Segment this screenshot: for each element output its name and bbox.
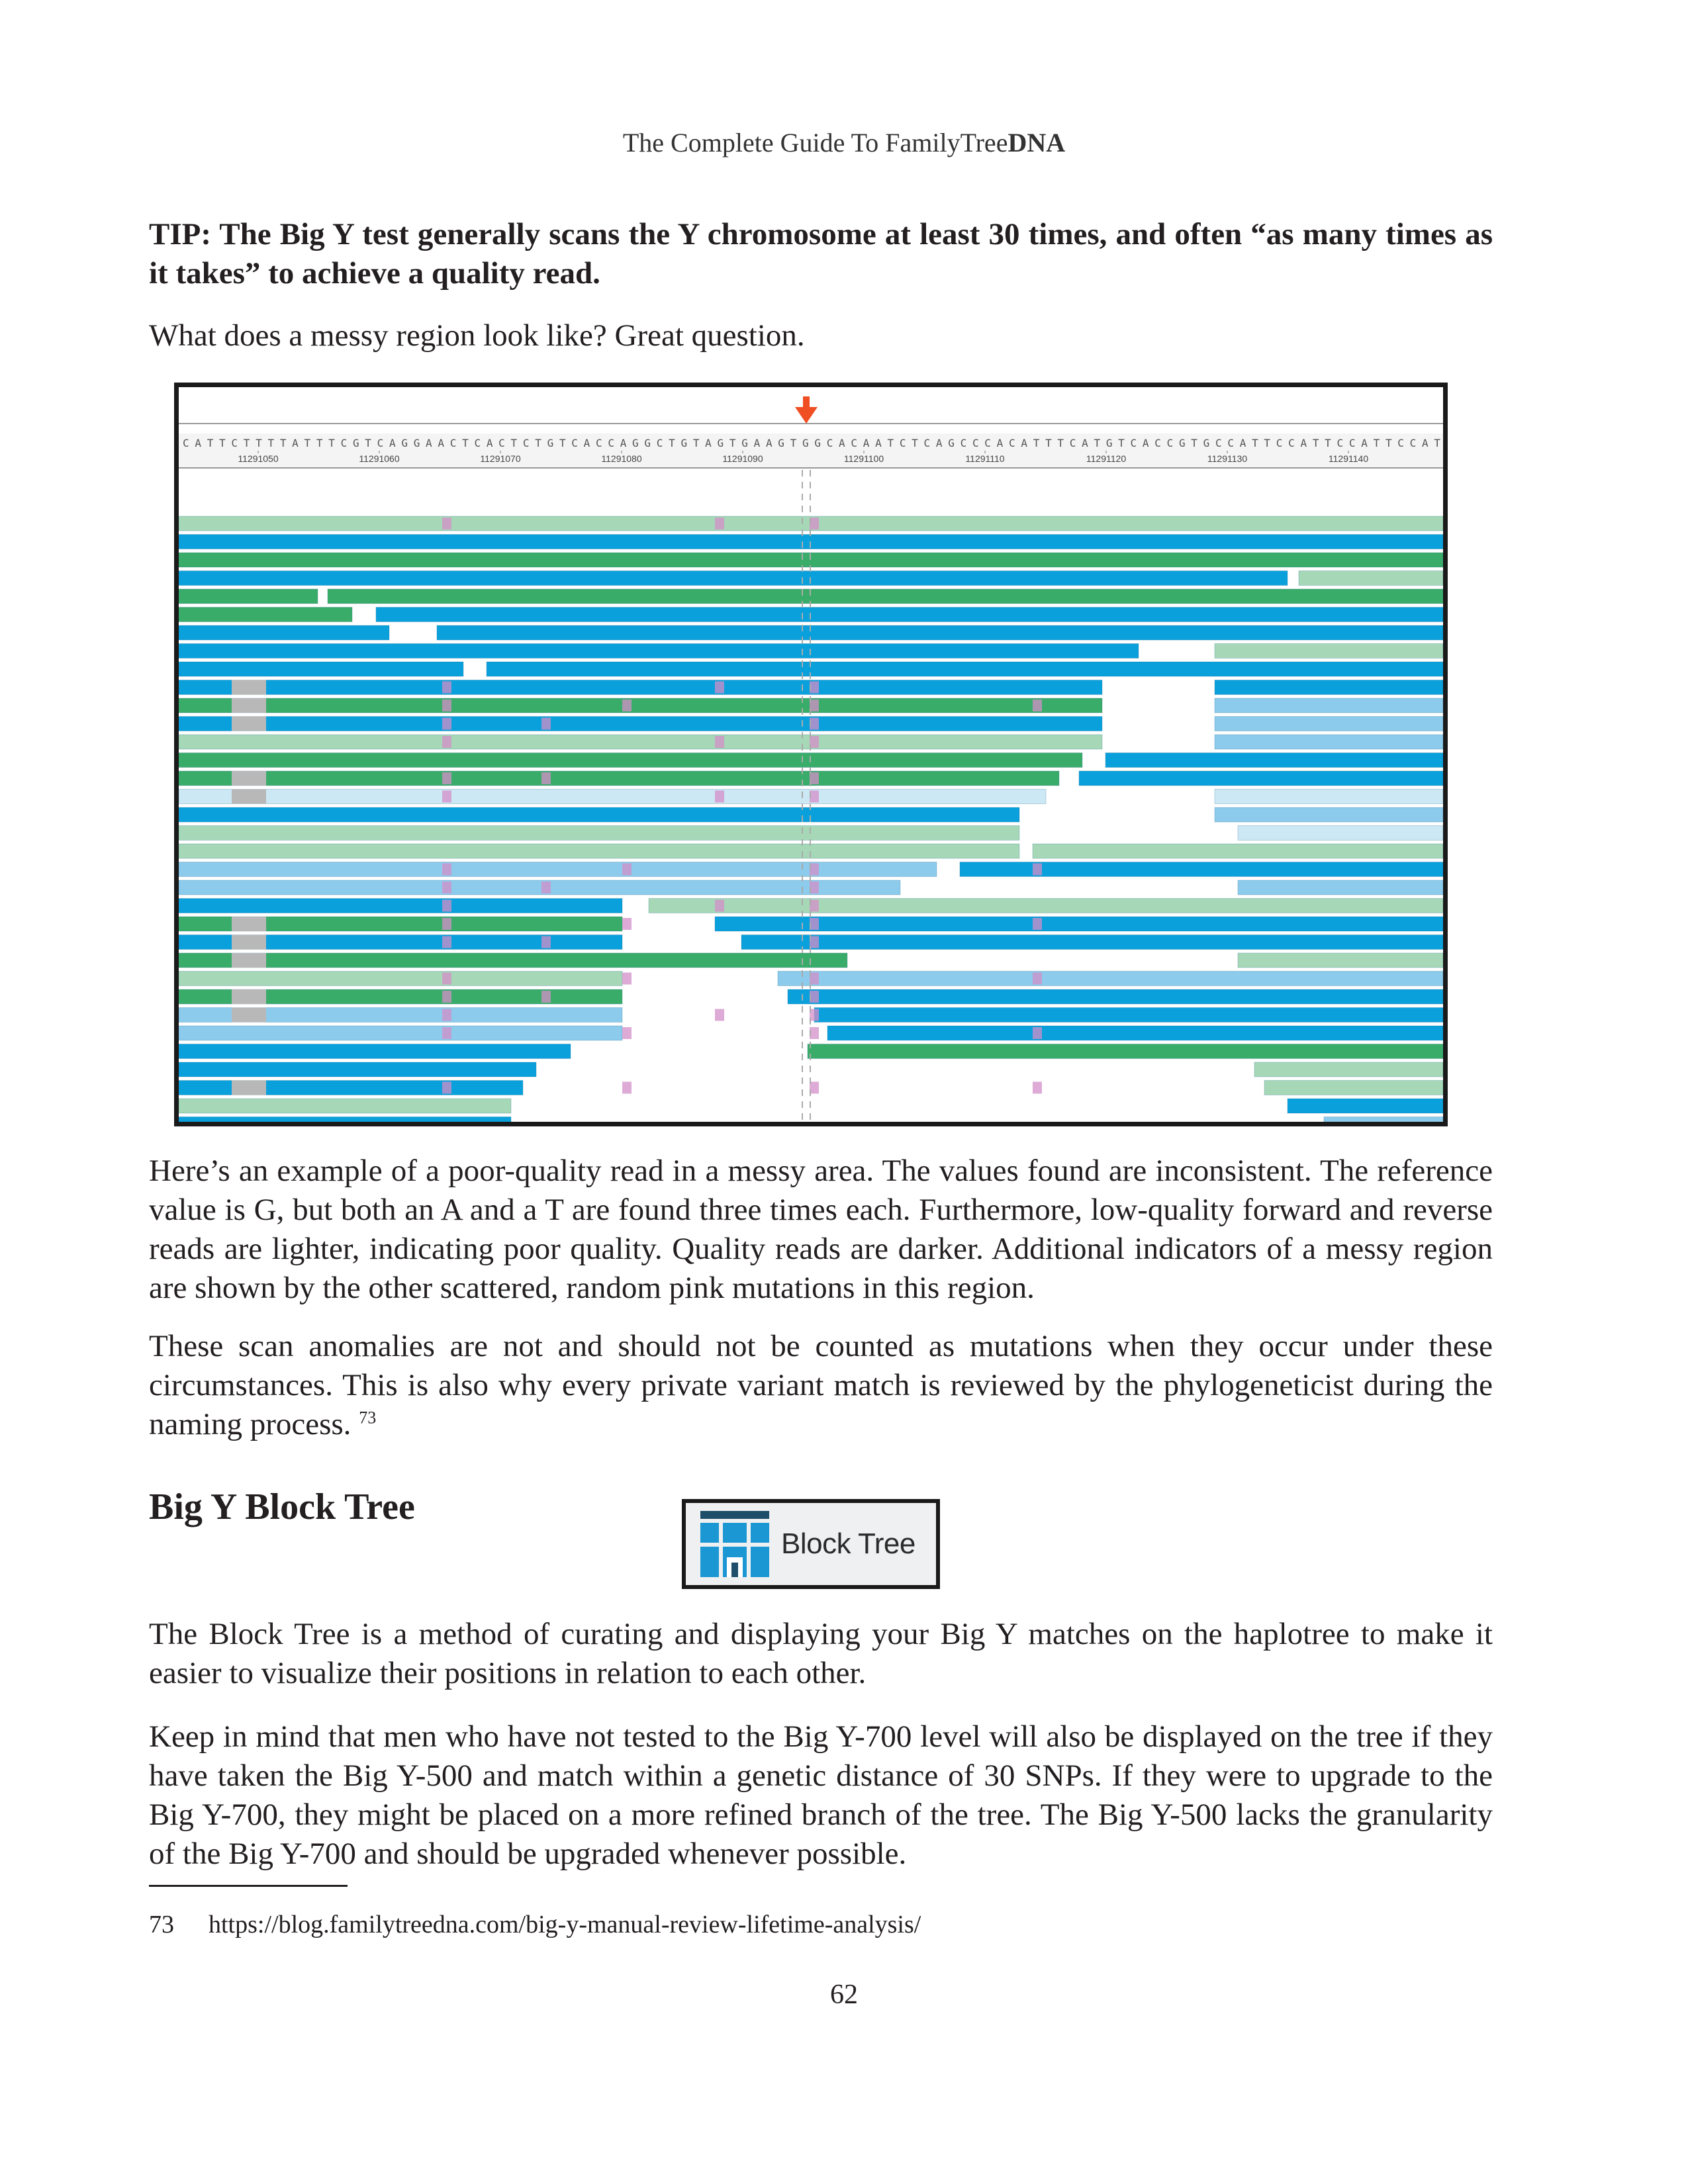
read-bar (1215, 644, 1443, 659)
read-bar (179, 972, 622, 986)
mutation-mark (810, 718, 819, 730)
masked-block (232, 1008, 266, 1023)
mutation-mark (810, 882, 819, 893)
position-label: 11291050 (238, 453, 279, 464)
read-bar (1033, 844, 1443, 858)
read-bar (179, 735, 1102, 749)
mutation-mark (442, 936, 451, 948)
mutation-mark (715, 682, 724, 694)
mutation-mark (442, 900, 451, 912)
position-label: 11291080 (601, 453, 642, 464)
read-bar (1254, 1062, 1443, 1077)
read-bar (179, 1117, 511, 1122)
mutation-mark (442, 718, 451, 730)
read-bar (179, 880, 900, 895)
read-bar (179, 662, 463, 676)
mutation-mark (622, 1082, 632, 1094)
mutation-mark (810, 936, 819, 948)
header-title: The Complete Guide To FamilyTree (622, 128, 1008, 158)
block-tree-icon (700, 1511, 769, 1577)
mutation-mark (442, 991, 451, 1003)
read-bar (179, 1062, 536, 1077)
mutation-mark (541, 882, 551, 893)
read-bar (179, 1044, 571, 1059)
block-tree-button[interactable] (682, 1499, 940, 1589)
mutation-mark (810, 864, 819, 876)
masked-block (232, 917, 266, 931)
mutation-mark (442, 882, 451, 893)
read-bar (778, 972, 1443, 986)
masked-block (232, 790, 266, 804)
mutation-mark (442, 518, 451, 529)
mutation-mark (541, 772, 551, 784)
read-alignment-figure (174, 383, 1448, 1126)
mutation-mark (442, 973, 451, 985)
mutation-mark (442, 864, 451, 876)
position-label: 11291110 (965, 453, 1005, 464)
masked-block (232, 717, 266, 731)
position-label: 11291090 (722, 453, 763, 464)
anomaly-text: These scan anomalies are not and should not be counted as mutations when they occur under these circumstances. This is also why every private variant match is reviewed by the phylogeneticist during the naming process. (149, 1329, 1493, 1441)
read-bar (1215, 735, 1443, 749)
mutation-mark (1033, 700, 1042, 711)
read-bar (179, 790, 1046, 804)
read-bar (179, 899, 622, 913)
read-bar (179, 844, 1019, 858)
position-label: 11291070 (480, 453, 521, 464)
read-bar (179, 771, 1059, 786)
mutation-mark (715, 1009, 724, 1021)
read-bar (179, 625, 389, 640)
mutation-mark (622, 700, 632, 711)
read-bar (808, 1044, 1443, 1059)
read-bar (179, 1099, 511, 1113)
mutation-mark (442, 918, 451, 930)
read-bar (649, 899, 1443, 913)
mutation-mark (442, 700, 451, 711)
header-title-bold: DNA (1008, 128, 1066, 158)
read-bar (1238, 953, 1443, 968)
position-label: 11291130 (1207, 453, 1248, 464)
read-bar (741, 935, 1443, 950)
read-bar (788, 989, 1443, 1004)
mutation-mark (622, 1027, 632, 1039)
mutation-mark (810, 700, 819, 711)
mutation-mark (810, 772, 819, 784)
read-bar (1238, 826, 1443, 841)
mutation-mark (622, 918, 632, 930)
read-bar (1299, 571, 1443, 586)
read-bar (179, 807, 1019, 822)
mutation-mark (442, 682, 451, 694)
mutation-mark (810, 736, 819, 748)
read-bar (1215, 790, 1443, 804)
read-bar (179, 571, 1288, 586)
position-label: 11291120 (1086, 453, 1127, 464)
mutation-mark (715, 518, 724, 529)
section-title: Big Y Block Tree (149, 1486, 415, 1527)
read-bar (1264, 1081, 1443, 1095)
read-bar (179, 608, 352, 622)
footnote-divider (149, 1885, 348, 1887)
mutation-mark (810, 900, 819, 912)
read-bar (1105, 753, 1443, 768)
question-paragraph: What does a messy region look like? Great question. (149, 318, 805, 353)
mutation-mark (1033, 918, 1042, 930)
read-bar (376, 608, 1443, 622)
read-bar (1215, 680, 1443, 695)
mutation-mark (541, 936, 551, 948)
mutation-mark (1033, 1027, 1042, 1039)
mutation-mark (810, 1027, 819, 1039)
masked-block (232, 771, 266, 786)
masked-block (232, 953, 266, 968)
mutation-mark (1033, 973, 1042, 985)
mutation-mark (622, 864, 632, 876)
mutation-mark (715, 736, 724, 748)
masked-block (232, 680, 266, 695)
mutation-mark (1033, 864, 1042, 876)
read-bar (328, 589, 1443, 604)
footnote-reference: 73 (359, 1408, 377, 1428)
read-bar (179, 753, 1082, 768)
read-bar (814, 1008, 1443, 1023)
read-bar (487, 662, 1443, 676)
mutation-mark (810, 791, 819, 803)
masked-block (232, 989, 266, 1004)
mutation-mark (541, 991, 551, 1003)
page-number: 62 (830, 1979, 858, 2010)
mutation-mark (442, 1009, 451, 1021)
mutation-mark (810, 973, 819, 985)
block-tree-button-label: Block Tree (781, 1527, 915, 1560)
read-bar (1238, 880, 1443, 895)
mutation-mark (622, 973, 632, 985)
block-tree-paragraph: The Block Tree is a method of curating and displaying your Big Y matches on the haplotree to make it easier to visualize their positions in relation to each other. (149, 1617, 1493, 1690)
anomaly-paragraph (149, 1327, 1493, 1444)
read-bar (1288, 1099, 1443, 1113)
read-bar (437, 625, 1443, 640)
read-bar (827, 1026, 1443, 1040)
upgrade-paragraph: Keep in mind that men who have not tested to the Big Y-700 level will also be displayed on the tree if they have taken the Big Y-500 and match within a genetic distance of 30 SNPs. If they were to upgrade to the Big Y-700, they might be placed on a more refined branch of the tree. The Big Y-500 lacks the granularity of the Big Y-700 and should be upgraded whenever possible. (149, 1719, 1493, 1871)
mutation-mark (442, 772, 451, 784)
read-bar (179, 680, 1102, 695)
read-bar (179, 953, 847, 968)
read-bar (1079, 771, 1443, 786)
mutation-mark (810, 518, 819, 529)
read-bar (179, 862, 937, 877)
read-bar (1324, 1117, 1443, 1122)
mutation-mark (715, 900, 724, 912)
position-label: 11291140 (1328, 453, 1369, 464)
mutation-mark (442, 1082, 451, 1094)
mutation-mark (442, 791, 451, 803)
mutation-mark (810, 682, 819, 694)
read-bar (179, 717, 1102, 731)
footnote (149, 1910, 921, 1939)
read-bar (1215, 698, 1443, 713)
position-label: 11291060 (359, 453, 400, 464)
read-bar (179, 698, 1102, 713)
read-bar (179, 589, 318, 604)
read-bar (179, 826, 1019, 841)
mutation-mark (810, 918, 819, 930)
masked-block (232, 698, 266, 713)
masked-block (232, 935, 266, 950)
alignment-view (179, 387, 1443, 1122)
mutation-mark (810, 1009, 819, 1021)
mutation-mark (810, 1082, 819, 1094)
mutation-mark (1033, 1082, 1042, 1094)
footnote-url: https://blog.familytreedna.com/big-y-manual-review-lifetime-analysis/ (209, 1911, 921, 1938)
footnote-number: 73 (149, 1911, 174, 1938)
read-bar (1215, 717, 1443, 731)
masked-block (232, 1081, 266, 1095)
running-header (0, 127, 1688, 158)
read-bar (960, 862, 1443, 877)
position-label: 11291100 (843, 453, 884, 464)
mutation-mark (442, 736, 451, 748)
reference-sequence: CATTCTTTTATTTCGTCAGGAACTCACTCTGTCACCAGGCTGTAGTGAAGTGGCACAATCTCAGCCCACATTTCATGTCACCGTGCCATTCCATTCCATTCCAT (183, 437, 1441, 449)
read-bar (179, 1081, 523, 1095)
mutation-mark (715, 791, 724, 803)
mutation-mark (810, 991, 819, 1003)
read-bar (1215, 807, 1443, 822)
explanation-paragraph: Here’s an example of a poor-quality read in a messy area. The values found are inconsistent. The reference value is G, but both an A and a T are found three times each. Furthermore, low-quality forward and reverse reads are lighter, indicating poor quality. Quality reads are darker. Additional indicators of a messy region are shown by the other scattered, random pink mutations in this region. (149, 1154, 1493, 1305)
mutation-mark (541, 718, 551, 730)
read-bar (179, 1026, 622, 1040)
read-bar (179, 644, 1139, 659)
mutation-mark (442, 1027, 451, 1039)
tip-paragraph: TIP: The Big Y test generally scans the Y chromosome at least 30 times, and often “as many times as it takes” to achieve a quality read. (149, 217, 1493, 291)
read-bar (715, 917, 1443, 931)
